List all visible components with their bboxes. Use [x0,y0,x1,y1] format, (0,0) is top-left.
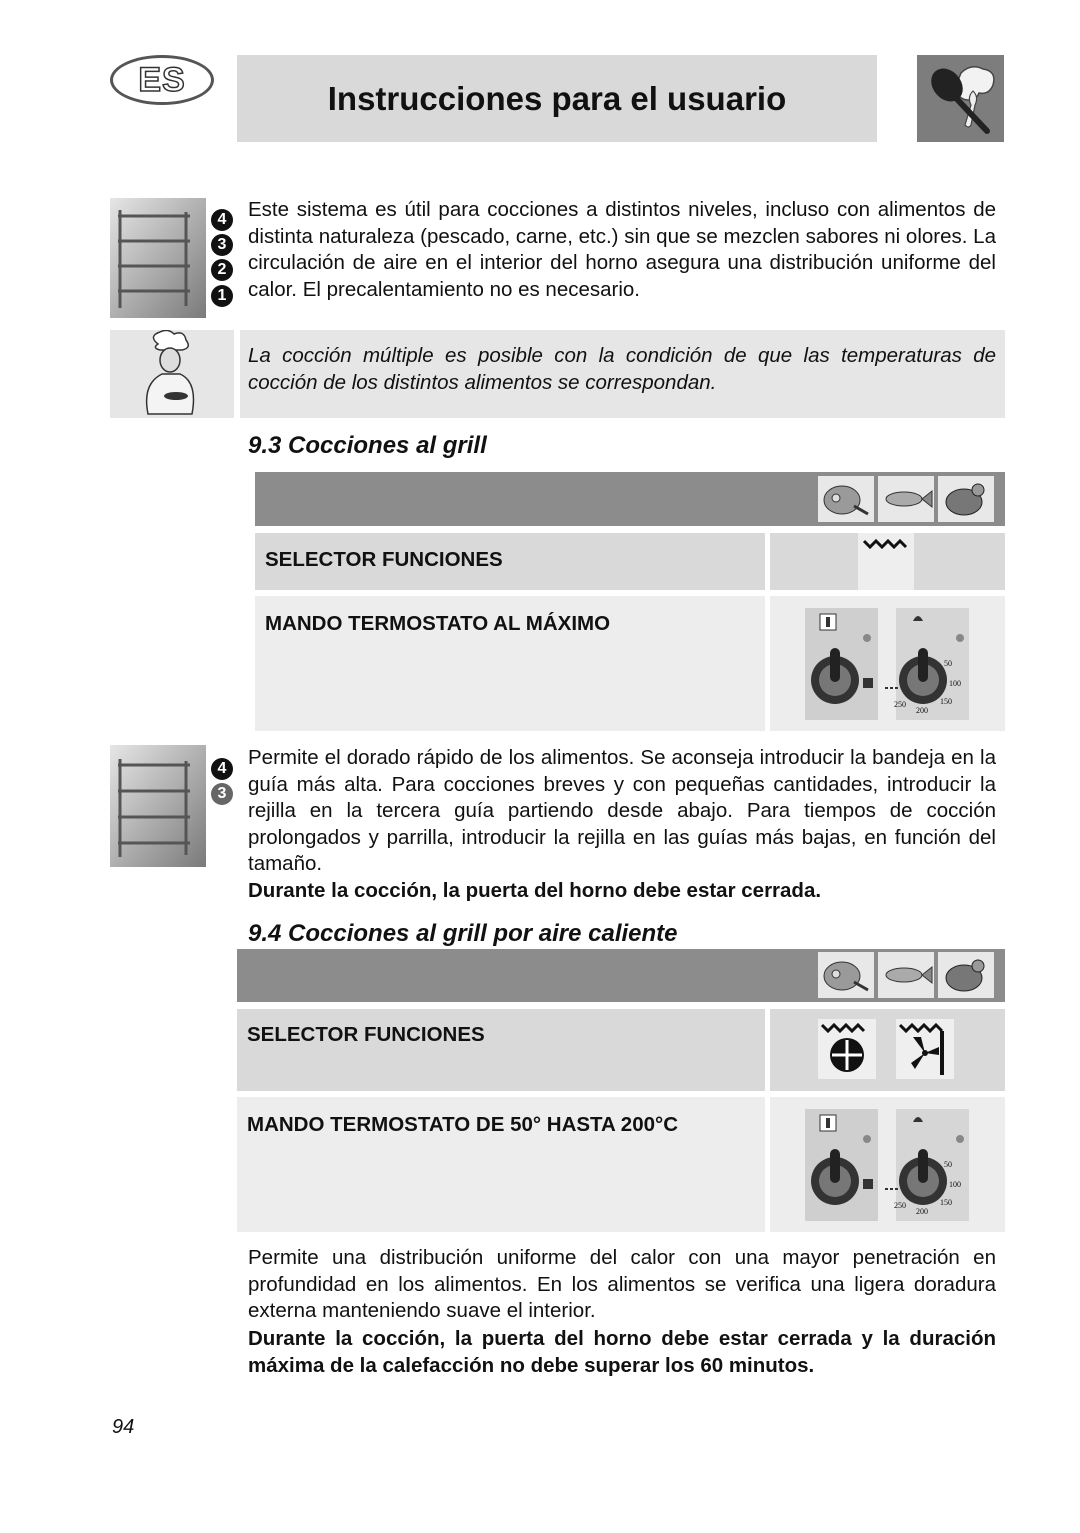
selector-row-9-3 [255,533,765,590]
meat-icon [818,476,874,522]
chef-icon [110,330,234,418]
fish-icon [878,952,934,998]
dial-mark-100: 100 [949,679,961,688]
section-9-4-title: 9.4 Cocciones al grill por aire caliente [248,920,678,947]
page-title: Instrucciones para el usuario [327,79,787,117]
selector-symbol-cell [770,533,1005,590]
intro-paragraph: Este sistema es útil para cocciones a distintos niveles, incluso con alimentos de distinta naturaleza (pescado, carne, etc.) sin que se mezclen sabores ni olores. La circulación de aire en el interior del horno asegura una distribución uniforme del calor. El precalentamiento no es necesario. [248,198,996,301]
dial-mark-200: 200 [916,706,928,715]
knob-panel-9-3 [770,596,1005,731]
dial-mark-250: 250 [894,1201,906,1210]
grill-fan-warning: Durante la cocción, la puerta del horno debe estar cerrada y la duración máxima de la calefacción no debe superar los 60 minutos. [248,1327,996,1377]
grill-function-icon [858,533,914,590]
meat-icon [818,952,874,998]
shelf-number-3: 3 [217,785,227,802]
dial-mark-50: 50 [944,659,952,668]
grill-description: Permite el dorado rápido de los alimentos. Se aconseja introducir la bandeja en la guía más alta. Para cocciones breves y con pequeñas cantidades, introducir la rejilla en la tercera guía partiendo desde abajo. Para tiempos de cocción prolongados y parrilla, introducir la rejilla en las guías más bajas, en función del tamaño. [248,746,996,875]
shelf-number-3: 3 [217,236,227,253]
dial-mark-150: 150 [940,697,952,706]
food-types-bar [237,949,1005,1002]
thermostat-label: MANDO TERMOSTATO DE 50° HASTA 200°C [247,1113,679,1136]
grill-fan-function-icon [818,1019,876,1079]
shelf-number-1: 1 [217,287,227,304]
oven-rack-illustration-9-3 [110,745,234,867]
language-badge: ES [110,55,214,105]
selector-label: SELECTOR FUNCIONES [265,548,503,571]
multi-level-note [240,330,1005,418]
shelf-number-2: 2 [217,261,227,278]
selector-row-9-4 [237,1009,765,1091]
page-number: 94 [112,1416,135,1438]
page-title-bar [237,55,877,142]
dial-mark-250: 250 [894,700,906,709]
thermostat-label: MANDO TERMOSTATO AL MÁXIMO [265,612,611,635]
thermostat-row-9-3 [255,596,765,731]
note-text: La cocción múltiple es posible con la condición de que las temperaturas de cocción de los distintos alimentos se correspondan. [248,344,996,394]
thermostat-row-9-4 [237,1097,765,1232]
fish-icon [878,476,934,522]
poultry-icon [938,952,994,998]
shelf-number-4: 4 [217,211,227,228]
dial-mark-150: 150 [940,1198,952,1207]
grill-fan-description: Permite una distribución uniforme del calor con una mayor penetración en profundidad en los alimentos. En los alimentos se verifica una ligera doradura externa manteniendo suave el interior. [248,1246,996,1322]
selector-label: SELECTOR FUNCIONES [247,1023,485,1046]
section-9-3-title: 9.3 Cocciones al grill [248,432,487,459]
poultry-icon [938,476,994,522]
selector-symbol-cell [770,1009,1005,1091]
spoon-chef-hat-icon [917,55,1004,142]
dial-mark-50: 50 [944,1160,952,1169]
oven-rack-illustration [110,198,234,318]
shelf-number-4: 4 [217,760,227,777]
fan-grill-function-icon [896,1019,954,1079]
dial-mark-200: 200 [916,1207,928,1216]
grill-warning: Durante la cocción, la puerta del horno debe estar cerrada. [248,879,822,902]
dial-mark-100: 100 [949,1180,961,1189]
food-types-bar [255,472,1005,526]
knob-panel-9-4 [770,1097,1005,1232]
